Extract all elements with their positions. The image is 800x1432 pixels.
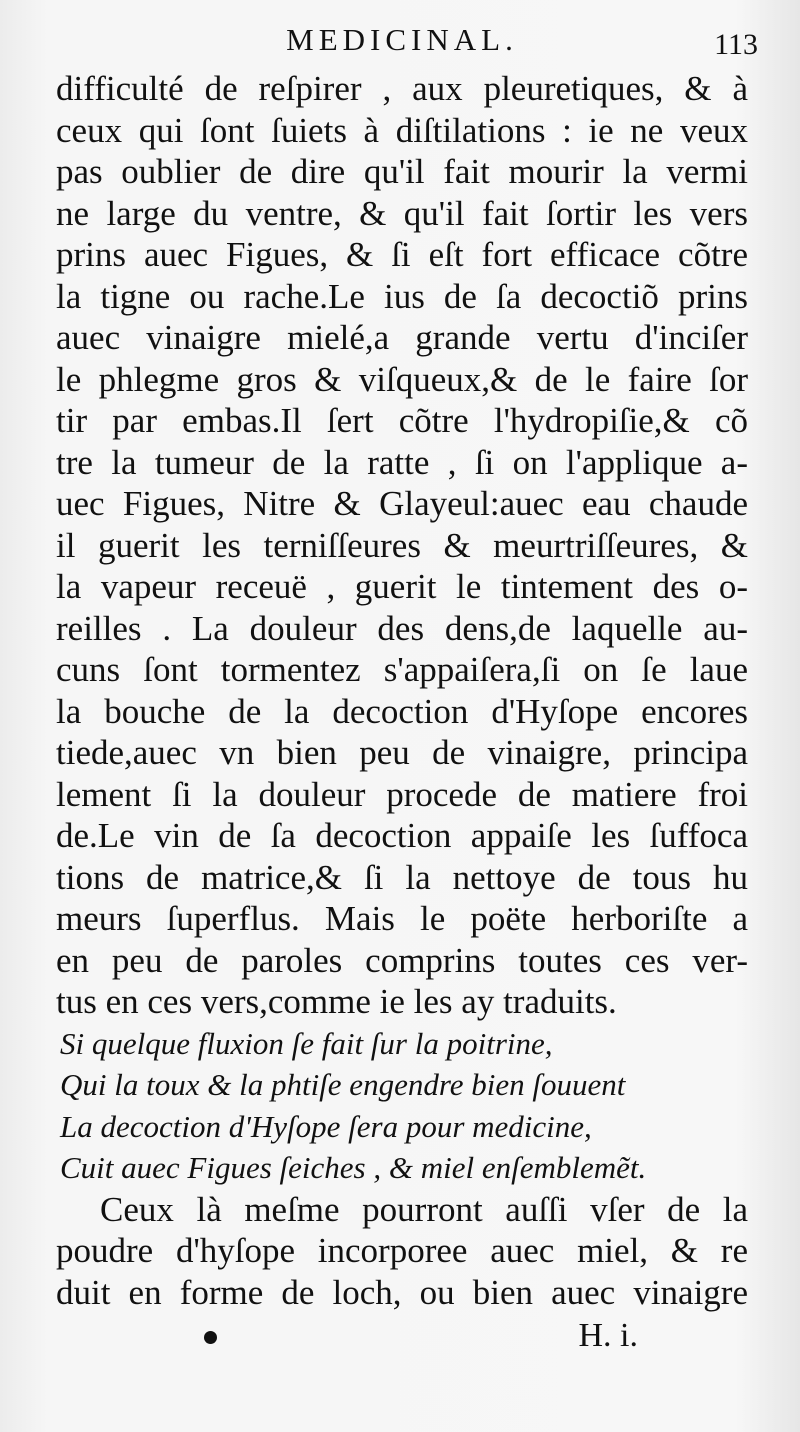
verse-line: Si quelque fluxion ſe fait ſur la poitrine,	[60, 1025, 553, 1061]
text-line: tus en ces vers,comme ie les ay traduits.	[56, 982, 617, 1021]
text-line: il guerit les terniſſeures & meurtriſſeures, &	[56, 525, 748, 565]
text-line: ceux qui ſont ſuiets à diſtilations : ie ne veux	[56, 110, 748, 150]
text-line: en peu de paroles comprins toutes ces ver-	[56, 940, 748, 980]
text-line: reilles . La douleur des dens,de laquelle au-	[56, 608, 748, 648]
verse-quotation	[56, 1023, 748, 1189]
page-number: 113	[714, 28, 758, 61]
page-footer	[56, 1317, 748, 1357]
text-line: Ceux là meſme pourront auſſi vſer de la	[100, 1189, 748, 1229]
text-line: difficulté de reſpirer , aux pleuretiques, & à	[56, 69, 748, 108]
text-line: pas oublier de dire qu'il fait mourir la vermi	[56, 152, 748, 191]
ink-dot	[204, 1331, 217, 1344]
text-line: meurs ſuperflus. Mais le poëte herboriſte a	[56, 899, 748, 938]
text-line: tre la tumeur de la ratte , ſi on l'applique a-	[56, 442, 748, 482]
running-head	[56, 22, 758, 64]
verse-line: La decoction d'Hyſope ſera pour medicine,	[60, 1108, 592, 1144]
text-line: ne large du ventre, & qu'il fait ſortir les vers	[56, 193, 748, 233]
text-line: tir par embas.Il ſert cõtre l'hydropiſie,& cõ	[56, 401, 748, 440]
closing-paragraph	[56, 1189, 748, 1314]
text-line: tions de matrice,& ſi la nettoye de tous hu	[56, 857, 748, 897]
text-line: tiede,auec vn bien peu de vinaigre, principa	[56, 733, 748, 772]
text-line: uec Figues, Nitre & Glayeul:auec eau chaude	[56, 484, 748, 523]
text-line: lement ſi la douleur procede de matiere froi	[56, 774, 748, 814]
text-line: prins auec Figues, & ſi eſt fort efficace cõtre	[56, 235, 748, 274]
text-line: poudre d'hyſope incorporee auec miel, & re	[56, 1231, 748, 1270]
body-text	[56, 68, 748, 1023]
text-line: la tigne ou rache.Le ius de ſa decoctiõ prins	[56, 276, 748, 316]
text-line: le phlegme gros & viſqueux,& de le faire ſor	[56, 359, 748, 399]
text-line: la bouche de la decoction d'Hyſope encores	[56, 691, 748, 731]
text-line: la vapeur receuë , guerit le tintement des o-	[56, 567, 748, 606]
verse-line: Qui la toux & la phtiſe engendre bien ſouuent	[60, 1067, 626, 1102]
text-line: duit en forme de loch, ou bien auec vinaigre	[56, 1272, 748, 1312]
text-line: de.Le vin de ſa decoction appaiſe les ſuffoca	[56, 816, 748, 855]
verse-line: Cuit auec Figues ſeiches , & miel enſemblemẽt.	[60, 1150, 647, 1185]
signature-mark: H. i.	[578, 1317, 638, 1354]
running-title: MEDICINAL.	[286, 22, 518, 57]
text-line: auec vinaigre mielé,a grande vertu d'inciſer	[56, 318, 748, 357]
text-line: cuns ſont tormentez s'appaiſera,ſi on ſe laue	[56, 650, 748, 689]
